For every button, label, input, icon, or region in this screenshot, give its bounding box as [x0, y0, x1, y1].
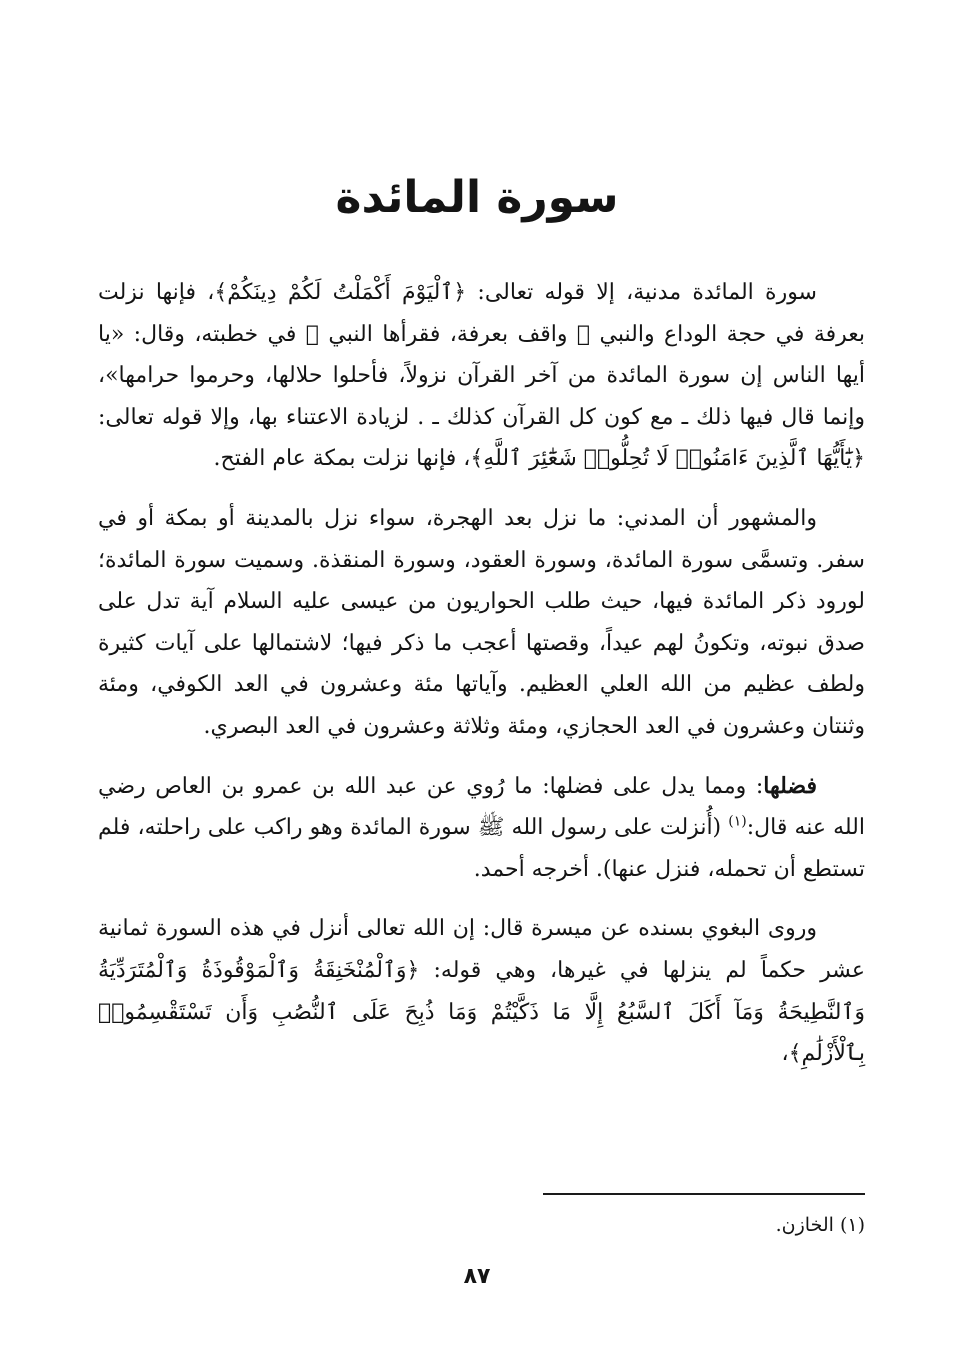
virtue-heading: فضلها: [763, 772, 817, 799]
paragraph-naming: والمشهور أن المدني: ما نزل بعد الهجرة، سواء نزل بالمدينة أو بمكة أو في سفر. وتسمَّى سورة المائدة، وسورة العقود، وسورة المنقذة. وسميت سورة المائدة؛ لورود ذكر المائدة فيها، حيث طلب الحواريون من عيسى عليه السلام آية تدل على صدق نبوته، وتكونُ لهم عيداً، وقصتها أعجب ما ذكر فيها؛ لاشتمالها على آيات كثيرة ولطف عظيم من الله العلي العظيم. وآياتها مئة وعشرون في العد الكوفي، ومئة وثنتان وعشرون في العد الحجازي، ومئة وثلاثة وعشرون في العد البصري.: [98, 505, 865, 739]
virtue-text-end: (أُنزلت على رسول الله ﷺ سورة المائدة وهو راكب على راحلته، فلم تستطع أن تحمله، فنزل عنها). أخرجه أحمد.: [98, 815, 865, 882]
paragraph-virtue: [98, 766, 865, 891]
footnote-reference[interactable]: (١): [728, 813, 747, 830]
surah-title: سورة المائدة: [335, 172, 619, 223]
main-text: [98, 272, 865, 1075]
footnote: (١) الخازن.: [775, 1214, 865, 1236]
footnote-divider: [543, 1193, 865, 1195]
page-number: ٨٧: [463, 1264, 491, 1289]
paragraph-intro: سورة المائدة مدنية، إلا قوله تعالى: ﴿ٱلْيَوْمَ أَكْمَلْتُ لَكُمْ دِينَكُمْ﴾، فإنها نزلت بعرفة في حجة الوداع والنبي ﷺ واقف بعرفة، فقرأها النبي ﷺ في خطبته، وقال: «يا أيها الناس إن سورة المائدة من آخر القرآن نزولاً، فأحلوا حلالها، وحرموا حرامها»، وإنما قال فيها ذلك ـ مع كون كل القرآن كذلك ـ . لزيادة الاعتناء بها، وإلا قوله تعالى: ﴿يَٰٓأَيُّهَا ٱلَّذِينَ ءَامَنُوا۟ لَا تُحِلُّوا۟ شَعَٰٓئِرَ ٱللَّهِ﴾، فإنها نزلت بمكة عام الفتح.: [98, 280, 865, 472]
virtue-text-start: : ومما يدل على فضلها: ما رُوي عن عبد الله بن عمرو بن العاص رضي الله عنه قال:: [98, 773, 865, 841]
paragraph-rulings: وروى البغوي بسنده عن ميسرة قال: إن الله تعالى أنزل في هذه السورة ثمانية عشر حكماً لم ينزلها في غيرها، وهي قوله: ﴿وَٱلْمُنْخَنِقَةُ وَٱلْمَوْقُوذَةُ وَٱلْمُتَرَدِّيَةُ وَٱلنَّطِيحَةُ وَمَآ أَكَلَ ٱلسَّبُعُ إِلَّا مَا ذَكَّيْتُمْ وَمَا ذُبِحَ عَلَى ٱلنُّصُبِ وَأَن تَسْتَقْسِمُوا۟ بِٱلْأَزْلَٰمِ﴾،: [98, 916, 865, 1067]
